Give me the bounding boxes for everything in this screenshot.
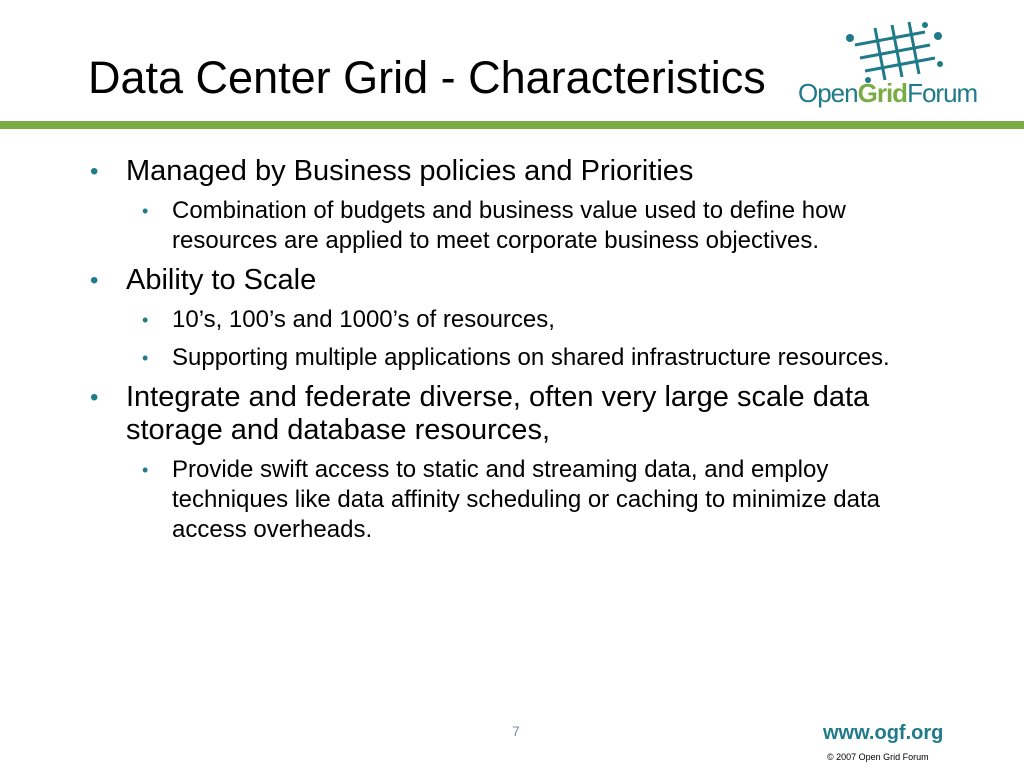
bullet-list bbox=[90, 155, 940, 553]
bullet-text: Integrate and federate diverse, often very large scale data storage and database resources, bbox=[126, 381, 870, 446]
sub-bullet-item bbox=[90, 196, 940, 256]
sub-bullet-item bbox=[90, 305, 940, 335]
bullet-marker-icon: • bbox=[90, 384, 99, 411]
logo-text-open: Open bbox=[798, 78, 858, 108]
ogf-logo bbox=[790, 20, 990, 110]
sub-bullet-marker-icon: • bbox=[142, 310, 149, 330]
sub-bullet-marker-icon: • bbox=[142, 201, 149, 221]
title-divider bbox=[0, 121, 1024, 129]
copyright-notice: © 2007 Open Grid Forum bbox=[827, 752, 929, 762]
bullet-marker-icon: • bbox=[90, 267, 99, 294]
bullet-item bbox=[90, 264, 940, 297]
slide-title: Data Center Grid - Characteristics bbox=[88, 52, 766, 103]
sub-bullet-marker-icon: • bbox=[142, 348, 149, 368]
bullet-item bbox=[90, 155, 940, 188]
sub-bullet-marker-icon: • bbox=[142, 460, 149, 480]
logo-text-grid: Grid bbox=[857, 78, 908, 108]
page-number: 7 bbox=[512, 723, 520, 739]
logo-wordmark bbox=[798, 78, 977, 109]
bullet-item bbox=[90, 381, 940, 447]
logo-text-forum: Forum bbox=[907, 78, 978, 108]
sub-bullet-text: Supporting multiple applications on shared infrastructure resources. bbox=[172, 344, 890, 371]
footer-url: www.ogf.org bbox=[823, 722, 944, 744]
bullet-text: Managed by Business policies and Priorities bbox=[126, 155, 694, 187]
sub-bullet-text: Combination of budgets and business value used to define how resources are applied to meet corporate business objectives. bbox=[172, 197, 846, 254]
sub-bullet-item bbox=[90, 343, 940, 373]
sub-bullet-text: 10’s, 100’s and 1000’s of resources, bbox=[172, 306, 555, 333]
bullet-marker-icon: • bbox=[90, 158, 99, 185]
sub-bullet-item bbox=[90, 455, 940, 545]
grid-logo-icon bbox=[840, 20, 950, 85]
sub-bullet-text: Provide swift access to static and streaming data, and employ techniques like data affinity scheduling or caching to minimize data access overheads. bbox=[172, 456, 880, 543]
bullet-text: Ability to Scale bbox=[126, 264, 317, 296]
